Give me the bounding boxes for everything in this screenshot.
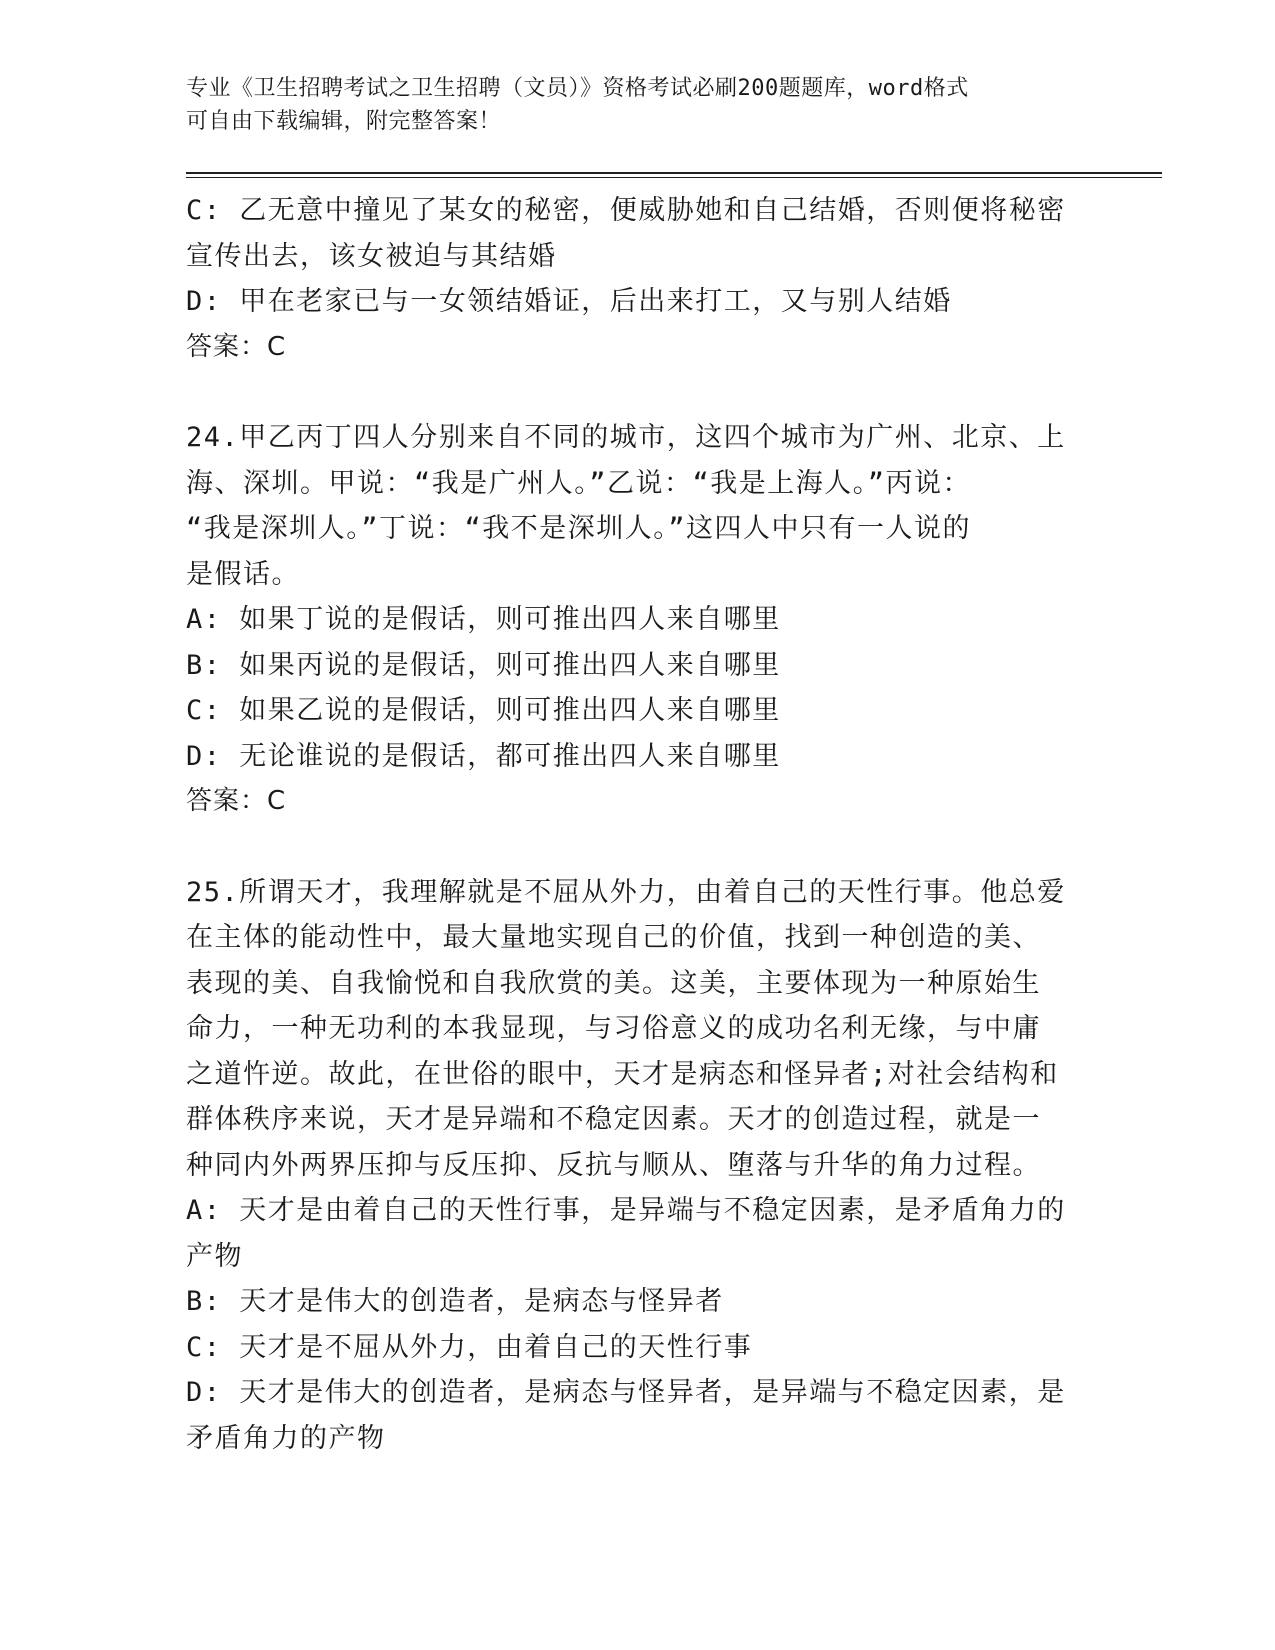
q25-option-d-line2: 矛盾角力的产物 (186, 1422, 386, 1454)
document-header (186, 72, 1066, 138)
q25-option-d-line1: D: 天才是伟大的创造者，是病态与怪异者，是异端与不稳定因素，是 (186, 1377, 1066, 1408)
q25-stem-line: 种同内外两界压抑与反压抑、反抗与顺从、堕落与升华的角力过程。 (186, 1149, 1041, 1181)
spacer (186, 825, 1086, 870)
q25-stem-line: 之道忤逆。故此，在世俗的眼中，天才是病态和怪异者;对社会结构和 (186, 1058, 1059, 1090)
q25-stem-line: 表现的美、自我愉悦和自我欣赏的美。这美，主要体现为一种原始生 (186, 967, 1041, 999)
header-divider-thin (186, 177, 1162, 178)
spacer (186, 370, 1086, 415)
question-24 (186, 415, 1086, 825)
q25-stem-line: 25.所谓天才，我理解就是不屈从外力，由着自己的天性行事。他总爱 (186, 876, 1066, 908)
q24-stem-line: 是假话。 (186, 558, 300, 590)
q25-option-b: B: 天才是伟大的创造者，是病态与怪异者 (186, 1286, 724, 1317)
q24-stem-line: 24.甲乙丙丁四人分别来自不同的城市，这四个城市为广州、北京、上 (186, 422, 1066, 453)
q24-stem-line: “我是深圳人。”丁说：“我不是深圳人。”这四人中只有一人说的 (186, 513, 972, 544)
q23-option-c-line1: C: 乙无意中撞见了某女的秘密，便威胁她和自己结婚，否则便将秘密 (186, 195, 1066, 226)
q25-option-c: C: 天才是不屈从外力，由着自己的天性行事 (186, 1331, 753, 1363)
q25-stem-line: 群体秩序来说，天才是异端和不稳定因素。天才的创造过程，就是一 (186, 1104, 1041, 1135)
q23-answer: 答案：C (186, 331, 287, 362)
q24-option-c: C: 如果乙说的是假话，则可推出四人来自哪里 (186, 695, 781, 726)
question-25 (186, 870, 1086, 1462)
q24-stem-line: 海、深圳。甲说：“我是广州人。”乙说：“我是上海人。”丙说： (186, 467, 972, 499)
header-title-line2: 可自由下载编辑，附完整答案！ (186, 109, 502, 134)
q25-option-a-line1: A: 天才是由着自己的天性行事，是异端与不稳定因素，是矛盾角力的 (186, 1195, 1066, 1226)
q24-option-b: B: 如果丙说的是假话，则可推出四人来自哪里 (186, 649, 781, 681)
header-title-line1: 专业《卫生招聘考试之卫生招聘（文员）》资格考试必刷200题题库，word格式 (186, 76, 969, 101)
q25-stem-line: 在主体的能动性中，最大量地实现自己的价值，找到一种创造的美、 (186, 922, 1041, 953)
q25-stem-line: 命力，一种无功利的本我显现，与习俗意义的成功名利无缘，与中庸 (186, 1013, 1041, 1044)
q24-option-d: D: 无论谁说的是假话，都可推出四人来自哪里 (186, 740, 781, 772)
q24-option-a: A: 如果丁说的是假话，则可推出四人来自哪里 (186, 604, 781, 635)
document-body (186, 188, 1086, 1461)
question-23 (186, 188, 1086, 370)
q25-option-a-line2: 产物 (186, 1240, 243, 1272)
header-divider-thick (186, 172, 1162, 174)
q23-option-d: D: 甲在老家已与一女领结婚证，后出来打工，又与别人结婚 (186, 286, 952, 317)
q23-option-c-line2: 宣传出去，该女被迫与其结婚 (186, 240, 557, 272)
q24-answer: 答案：C (186, 786, 287, 816)
